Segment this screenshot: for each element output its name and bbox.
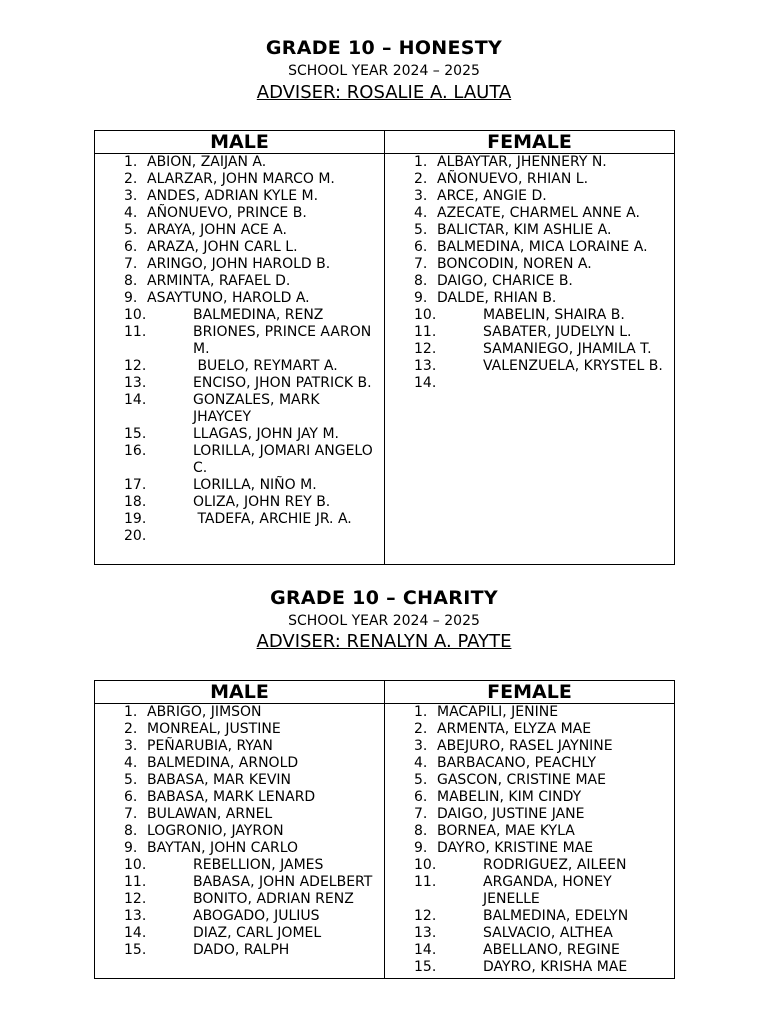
student-name: ABEJURO, RASEL JAYNINE [437, 738, 613, 754]
list-item [95, 324, 384, 358]
adviser-name: ADVISER: RENALYN A. PAYTE [256, 631, 512, 652]
list-item [385, 789, 674, 806]
list-item [385, 341, 674, 358]
item-number: 13. [124, 908, 147, 924]
student-name: ABOGADO, JULIUS [193, 908, 320, 924]
section-title: GRADE 10 – HONESTY [265, 37, 503, 59]
item-number: 9. [124, 290, 138, 306]
student-name: LORILLA, JOMARI ANGELO C. [193, 443, 378, 476]
student-name: BULAWAN, ARNEL [147, 806, 273, 822]
item-number: 11. [414, 324, 437, 340]
list-item [385, 755, 674, 772]
student-name: MONREAL, JUSTINE [147, 721, 281, 737]
item-number: 15. [414, 959, 437, 975]
item-number: 6. [124, 239, 138, 255]
item-number: 5. [414, 222, 428, 238]
item-number: 14. [414, 942, 437, 958]
item-number: 5. [124, 772, 138, 788]
list-item [95, 205, 384, 222]
list-item [95, 772, 384, 789]
list-item [95, 375, 384, 392]
student-name: ARINGO, JOHN HAROLD B. [147, 256, 331, 272]
student-name: BALMEDINA, EDELYN [483, 908, 629, 924]
item-number: 4. [414, 205, 428, 221]
list-item [95, 942, 384, 959]
item-number: 13. [414, 358, 437, 374]
student-name: SAMANIEGO, JHAMILA T. [483, 341, 652, 357]
student-name: AÑONUEVO, PRINCE B. [147, 205, 307, 221]
list-item [95, 528, 384, 545]
item-number: 11. [124, 874, 147, 890]
list-item [385, 188, 674, 205]
item-number: 15. [124, 942, 147, 958]
item-number: 19. [124, 511, 147, 527]
student-name: DAYRO, KRISHA MAE [483, 959, 628, 975]
item-number: 1. [414, 704, 428, 720]
male-column [95, 681, 385, 978]
student-name: DALDE, RHIAN B. [437, 290, 557, 306]
student-name: BAYTAN, JOHN CARLO [147, 840, 299, 856]
student-name: ABION, ZAIJAN A. [147, 154, 267, 170]
list-item [385, 273, 674, 290]
item-number: 7. [414, 256, 428, 272]
item-number: 13. [414, 925, 437, 941]
list-item [95, 392, 384, 426]
list-item [385, 324, 674, 341]
list-item [95, 290, 384, 307]
student-name: BALMEDINA, RENZ [193, 307, 324, 323]
student-name: MACAPILI, JENINE [437, 704, 559, 720]
student-name: BABASA, JOHN ADELBERT [193, 874, 373, 890]
student-name: BALMEDINA, ARNOLD [147, 755, 299, 771]
student-name: BALICTAR, KIM ASHLIE A. [437, 222, 612, 238]
roster-table [94, 130, 675, 565]
item-number: 1. [124, 154, 138, 170]
item-number: 3. [414, 188, 428, 204]
male-list [95, 154, 384, 545]
list-item [95, 789, 384, 806]
student-name: REBELLION, JAMES [193, 857, 324, 873]
list-item [95, 755, 384, 772]
student-name: VALENZUELA, KRYSTEL B. [483, 358, 663, 374]
male-header: MALE [95, 681, 384, 704]
item-number: 10. [124, 307, 147, 323]
student-name: GASCON, CRISTINE MAE [437, 772, 606, 788]
list-item [95, 307, 384, 324]
item-number: 14. [124, 925, 147, 941]
item-number: 18. [124, 494, 147, 510]
female-list [385, 704, 674, 976]
list-item [385, 874, 674, 908]
item-number: 2. [414, 171, 428, 187]
list-item [95, 154, 384, 171]
item-number: 9. [414, 290, 428, 306]
item-number: 14. [124, 392, 147, 408]
list-item [385, 154, 674, 171]
item-number: 3. [124, 738, 138, 754]
list-item [385, 959, 674, 976]
list-item [385, 307, 674, 324]
item-number: 3. [414, 738, 428, 754]
list-item [385, 290, 674, 307]
student-name: LLAGAS, JOHN JAY M. [193, 426, 339, 442]
item-number: 10. [414, 307, 437, 323]
item-number: 9. [124, 840, 138, 856]
list-item [95, 857, 384, 874]
list-item [385, 772, 674, 789]
student-name: ARAZA, JOHN CARL L. [147, 239, 298, 255]
student-name: DAIGO, JUSTINE JANE [437, 806, 585, 822]
item-number: 7. [414, 806, 428, 822]
list-item [95, 222, 384, 239]
item-number: 7. [124, 806, 138, 822]
student-name: DIAZ, CARL JOMEL [193, 925, 322, 941]
list-item [385, 738, 674, 755]
item-number: 15. [124, 426, 147, 442]
student-name: BABASA, MARK LENARD [147, 789, 316, 805]
student-name: ARGANDA, HONEY JENELLE [483, 874, 617, 907]
student-name: OLIZA, JOHN REY B. [193, 494, 331, 510]
item-number: 12. [124, 358, 147, 374]
item-number: 6. [414, 789, 428, 805]
item-number: 20. [124, 528, 147, 544]
item-number: 16. [124, 443, 147, 459]
student-name: ALARZAR, JOHN MARCO M. [147, 171, 335, 187]
list-item [95, 704, 384, 721]
list-item [385, 925, 674, 942]
list-item [385, 358, 674, 375]
student-name: ANDES, ADRIAN KYLE M. [147, 188, 319, 204]
item-number: 8. [124, 823, 138, 839]
list-item [385, 908, 674, 925]
list-item [95, 806, 384, 823]
list-item [95, 874, 384, 891]
female-column [385, 681, 674, 978]
list-item [385, 704, 674, 721]
student-name: BONITO, ADRIAN RENZ [193, 891, 354, 907]
list-item [385, 942, 674, 959]
item-number: 2. [124, 721, 138, 737]
female-header: FEMALE [385, 681, 674, 704]
student-name: MABELIN, SHAIRA B. [483, 307, 625, 323]
list-item [95, 426, 384, 443]
student-name: SALVACIO, ALTHEA [483, 925, 613, 941]
list-item [95, 891, 384, 908]
list-item [95, 477, 384, 494]
student-name: BALMEDINA, MICA LORAINE A. [437, 239, 648, 255]
adviser-name: ADVISER: ROSALIE A. LAUTA [256, 82, 512, 103]
student-name: ENCISO, JHON PATRICK B. [193, 375, 372, 391]
female-column [385, 131, 674, 564]
list-item [95, 188, 384, 205]
item-number: 5. [124, 222, 138, 238]
female-list [385, 154, 674, 392]
list-item [385, 375, 674, 392]
list-item [95, 443, 384, 477]
student-name: SABATER, JUDELYN L. [483, 324, 632, 340]
student-name: BABASA, MAR KEVIN [147, 772, 292, 788]
list-item [385, 840, 674, 857]
student-name: ARAYA, JOHN ACE A. [147, 222, 287, 238]
item-number: 12. [124, 891, 147, 907]
item-number: 12. [414, 341, 437, 357]
student-name: RODRIGUEZ, AILEEN [483, 857, 627, 873]
list-item [95, 358, 384, 375]
student-name: ASAYTUNO, HAROLD A. [147, 290, 310, 306]
list-item [95, 494, 384, 511]
student-name: DAYRO, KRISTINE MAE [437, 840, 594, 856]
student-name: GONZALES, MARK JHAYCEY [193, 392, 324, 425]
student-name: AZECATE, CHARMEL ANNE A. [437, 205, 640, 221]
list-item [385, 256, 674, 273]
item-number: 8. [414, 273, 428, 289]
student-name: DADO, RALPH [193, 942, 290, 958]
roster-table [94, 680, 675, 979]
item-number: 3. [124, 188, 138, 204]
item-number: 2. [124, 171, 138, 187]
student-name: ARCE, ANGIE D. [437, 188, 547, 204]
item-number: 6. [124, 789, 138, 805]
item-number: 10. [414, 857, 437, 873]
item-number: 13. [124, 375, 147, 391]
list-item [95, 239, 384, 256]
student-name: ARMINTA, RAFAEL D. [147, 273, 291, 289]
list-item [95, 908, 384, 925]
item-number: 8. [124, 273, 138, 289]
list-item [95, 925, 384, 942]
item-number: 4. [124, 205, 138, 221]
item-number: 9. [414, 840, 428, 856]
student-name: ALBAYTAR, JHENNERY N. [437, 154, 607, 170]
item-number: 10. [124, 857, 147, 873]
item-number: 5. [414, 772, 428, 788]
list-item [95, 823, 384, 840]
list-item [385, 239, 674, 256]
list-item [385, 171, 674, 188]
student-name: LOGRONIO, JAYRON [147, 823, 284, 839]
student-name: BONCODIN, NOREN A. [437, 256, 592, 272]
student-name: BARBACANO, PEACHLY [437, 755, 597, 771]
list-item [385, 205, 674, 222]
school-year: SCHOOL YEAR 2024 – 2025 [288, 63, 480, 79]
item-number: 4. [414, 755, 428, 771]
item-number: 7. [124, 256, 138, 272]
student-name: PEÑARUBIA, RYAN [147, 738, 273, 754]
student-name: ABRIGO, JIMSON [147, 704, 262, 720]
list-item [95, 721, 384, 738]
item-number: 4. [124, 755, 138, 771]
item-number: 1. [124, 704, 138, 720]
item-number: 12. [414, 908, 437, 924]
item-number: 8. [414, 823, 428, 839]
list-item [385, 857, 674, 874]
student-name: BORNEA, MAE KYLA [437, 823, 575, 839]
female-header: FEMALE [385, 131, 674, 154]
student-name: LORILLA, NIÑO M. [193, 477, 317, 493]
list-item [385, 806, 674, 823]
item-number: 11. [124, 324, 147, 340]
list-item [95, 738, 384, 755]
list-item [95, 256, 384, 273]
male-header: MALE [95, 131, 384, 154]
student-name: DAIGO, CHARICE B. [437, 273, 573, 289]
male-column [95, 131, 385, 564]
item-number: 17. [124, 477, 147, 493]
item-number: 2. [414, 721, 428, 737]
list-item [385, 721, 674, 738]
list-item [385, 823, 674, 840]
list-item [95, 171, 384, 188]
male-list [95, 704, 384, 959]
item-number: 11. [414, 874, 437, 890]
section-title: GRADE 10 – CHARITY [270, 587, 498, 609]
student-name: BUELO, REYMART A. [193, 358, 338, 374]
list-item [95, 273, 384, 290]
student-name: BRIONES, PRINCE AARON M. [193, 324, 376, 357]
list-item [95, 840, 384, 857]
student-name: ARMENTA, ELYZA MAE [437, 721, 592, 737]
list-item [385, 222, 674, 239]
item-number: 6. [414, 239, 428, 255]
list-item [95, 511, 384, 528]
student-name: TADEFA, ARCHIE JR. A. [193, 511, 352, 527]
school-year: SCHOOL YEAR 2024 – 2025 [288, 613, 480, 629]
student-name: AÑONUEVO, RHIAN L. [437, 171, 589, 187]
student-name: ABELLANO, REGINE [483, 942, 620, 958]
item-number: 1. [414, 154, 428, 170]
student-name: MABELIN, KIM CINDY [437, 789, 582, 805]
item-number: 14. [414, 375, 437, 391]
